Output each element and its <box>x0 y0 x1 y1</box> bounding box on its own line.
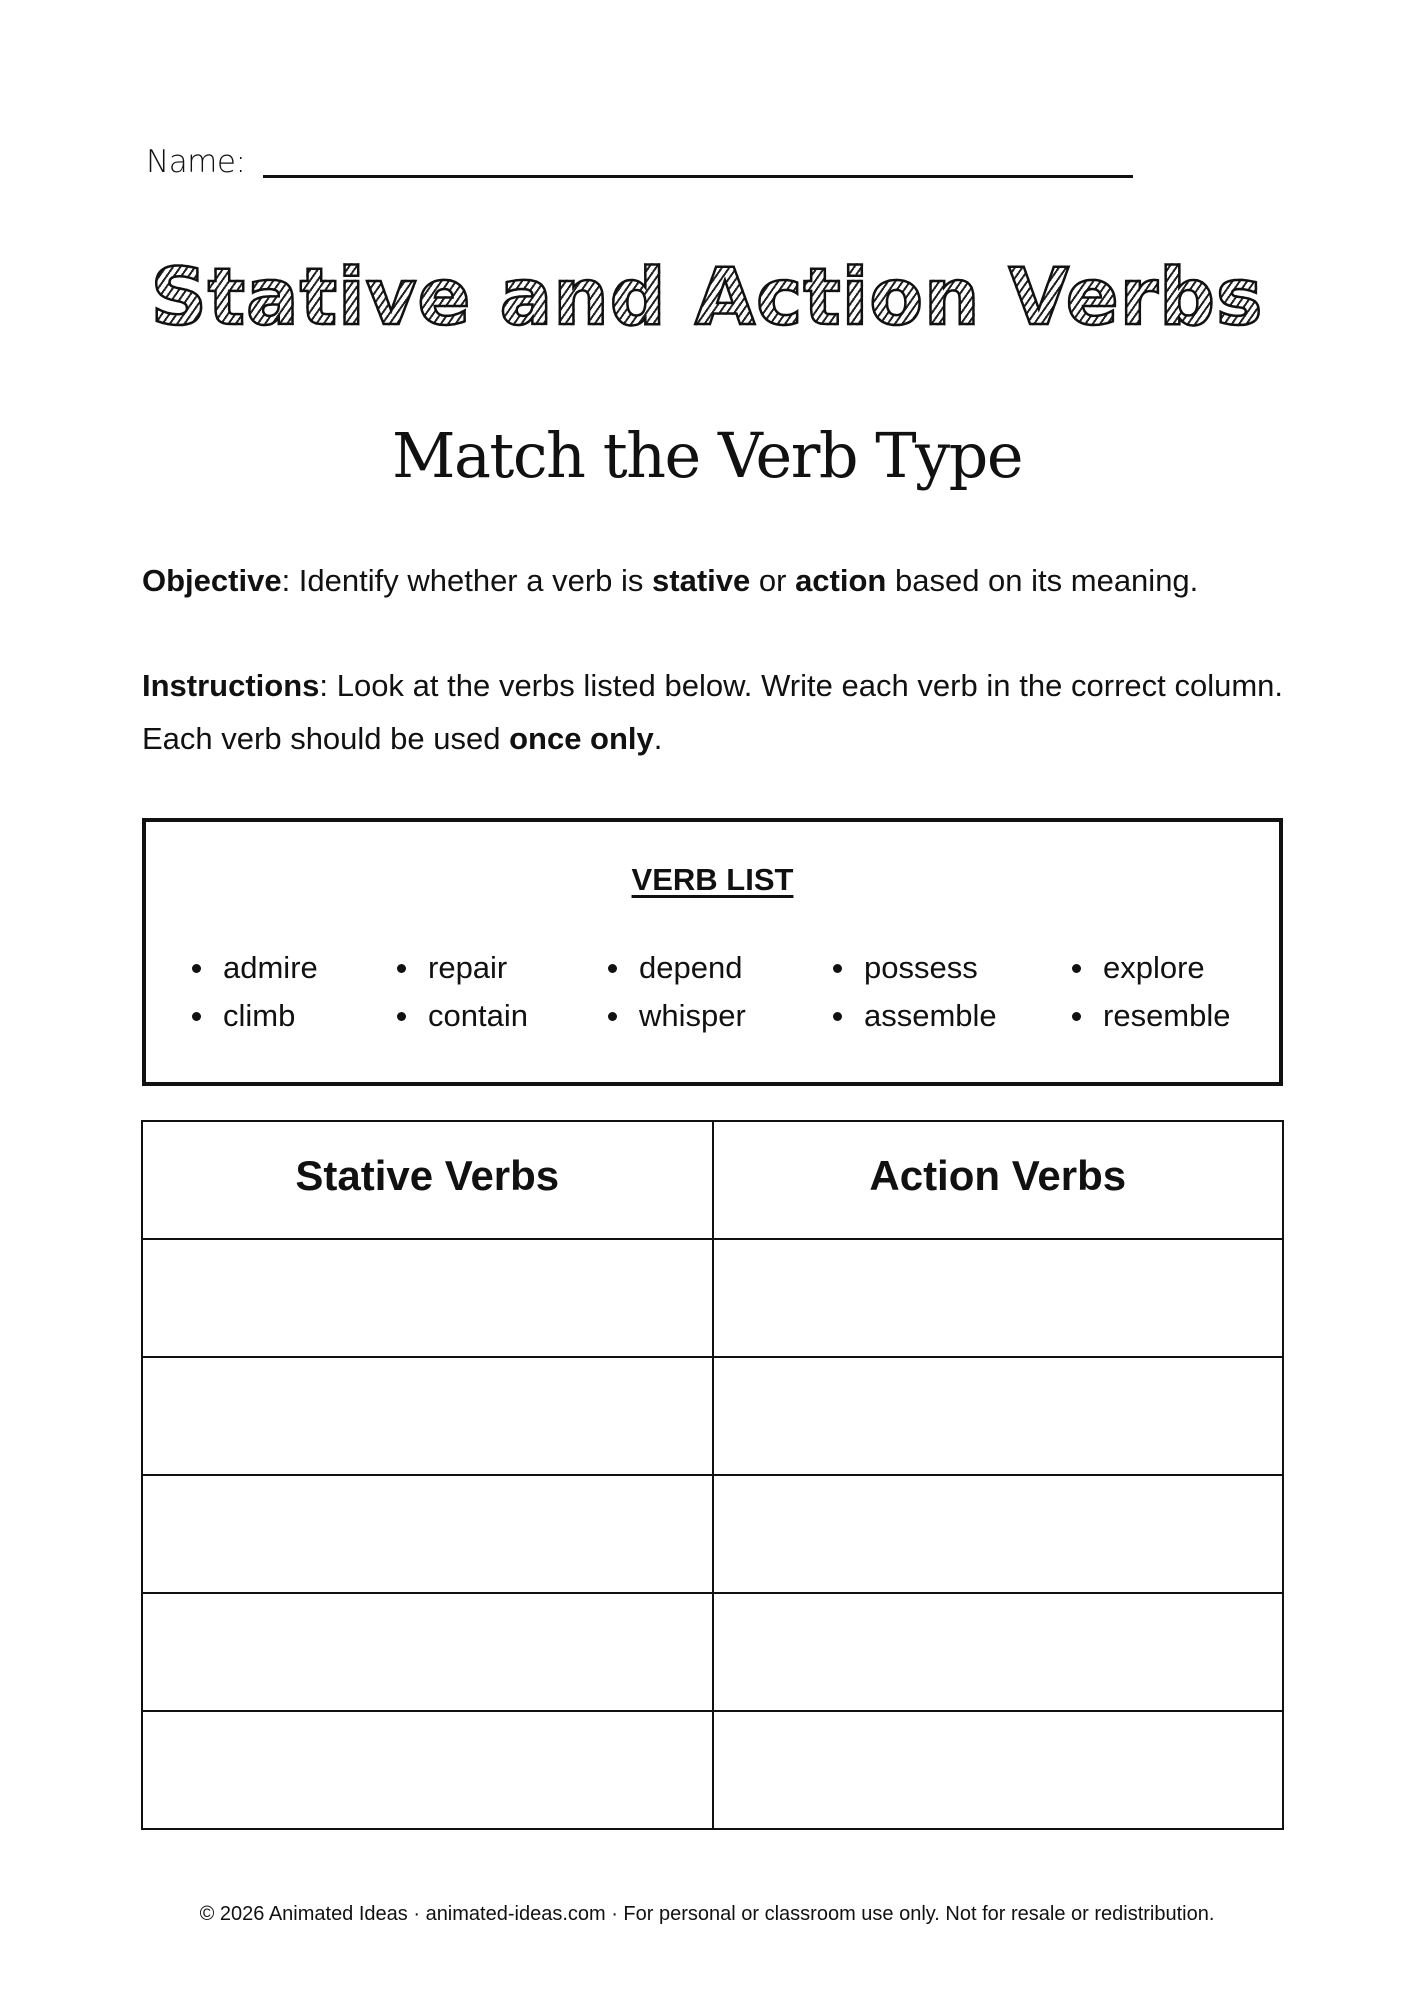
answer-table <box>141 1120 1284 1830</box>
verb-list-item <box>397 992 528 1040</box>
objective-label: Objective <box>142 563 282 598</box>
verb-text: possess <box>864 950 978 985</box>
verb-text: resemble <box>1103 998 1231 1033</box>
table-row <box>142 1593 1283 1711</box>
name-row <box>146 142 1133 182</box>
objective-text: based on its meaning. <box>886 563 1199 598</box>
verb-list-item <box>192 992 295 1040</box>
bullet-icon <box>192 1012 201 1021</box>
table-header-row <box>142 1121 1283 1239</box>
worksheet-subtitle: Match the Verb Type <box>391 419 1023 492</box>
table-row <box>142 1357 1283 1475</box>
action-answer-cell[interactable] <box>713 1593 1284 1711</box>
verb-list-item <box>1072 944 1205 992</box>
header-stative-verbs: Stative Verbs <box>142 1121 713 1239</box>
verb-text: contain <box>428 998 528 1033</box>
verb-text: whisper <box>639 998 746 1033</box>
verb-list-row <box>146 992 1279 1040</box>
verb-text: depend <box>639 950 743 985</box>
instructions-text: . <box>653 721 663 756</box>
verb-list-item <box>608 992 746 1040</box>
worksheet-title: Stative and Action Verbs <box>0 248 1414 348</box>
verb-list-item <box>833 992 997 1040</box>
bullet-icon <box>608 964 617 973</box>
verb-list-row <box>146 944 1279 992</box>
verb-text: explore <box>1103 950 1205 985</box>
verb-list-item <box>397 944 507 992</box>
stative-answer-cell[interactable] <box>142 1711 713 1829</box>
header-action-verbs: Action Verbs <box>713 1121 1284 1239</box>
verb-list-item <box>192 944 318 992</box>
verb-text: admire <box>223 950 318 985</box>
instructions-label: Instructions <box>142 668 320 703</box>
action-answer-cell[interactable] <box>713 1357 1284 1475</box>
stative-answer-cell[interactable] <box>142 1357 713 1475</box>
bullet-icon <box>608 1012 617 1021</box>
verb-list-title: VERB LIST <box>631 862 794 897</box>
action-answer-cell[interactable] <box>713 1475 1284 1593</box>
bullet-icon <box>1072 964 1081 973</box>
objective-text: : Identify whether a verb is <box>281 563 653 598</box>
objective-bold-stative: stative <box>652 563 751 598</box>
objective-bold-action: action <box>795 563 887 598</box>
copyright-footer: © 2026 Animated Ideas · animated-ideas.com · For personal or classroom use only. Not for resale or redistribution. <box>199 1903 1215 1925</box>
verb-text: repair <box>428 950 508 985</box>
bullet-icon <box>833 1012 842 1021</box>
instructions-bold-once-only: once only <box>509 721 654 756</box>
verb-list-item <box>1072 992 1231 1040</box>
objective-text: or <box>750 563 796 598</box>
bullet-icon <box>192 964 201 973</box>
verb-list-item <box>608 944 742 992</box>
objective-paragraph <box>142 554 1283 607</box>
verb-text: assemble <box>864 998 997 1033</box>
verb-list-item <box>833 944 978 992</box>
name-input-line[interactable] <box>263 175 1133 178</box>
stative-answer-cell[interactable] <box>142 1239 713 1357</box>
table-row <box>142 1711 1283 1829</box>
bullet-icon <box>833 964 842 973</box>
verb-list-grid <box>146 944 1279 1040</box>
table-row <box>142 1475 1283 1593</box>
stative-answer-cell[interactable] <box>142 1475 713 1593</box>
stative-answer-cell[interactable] <box>142 1593 713 1711</box>
verb-list-box <box>142 818 1283 1086</box>
verb-text: climb <box>223 998 296 1033</box>
action-answer-cell[interactable] <box>713 1711 1284 1829</box>
bullet-icon <box>1072 1012 1081 1021</box>
name-label: Name: <box>146 144 246 180</box>
table-row <box>142 1239 1283 1357</box>
bullet-icon <box>397 1012 406 1021</box>
instructions-paragraph <box>142 659 1283 765</box>
bullet-icon <box>397 964 406 973</box>
instructions-text: : Look at the verbs listed below. Write each verb in the correct column. Each verb should be used <box>142 668 1283 756</box>
action-answer-cell[interactable] <box>713 1239 1284 1357</box>
